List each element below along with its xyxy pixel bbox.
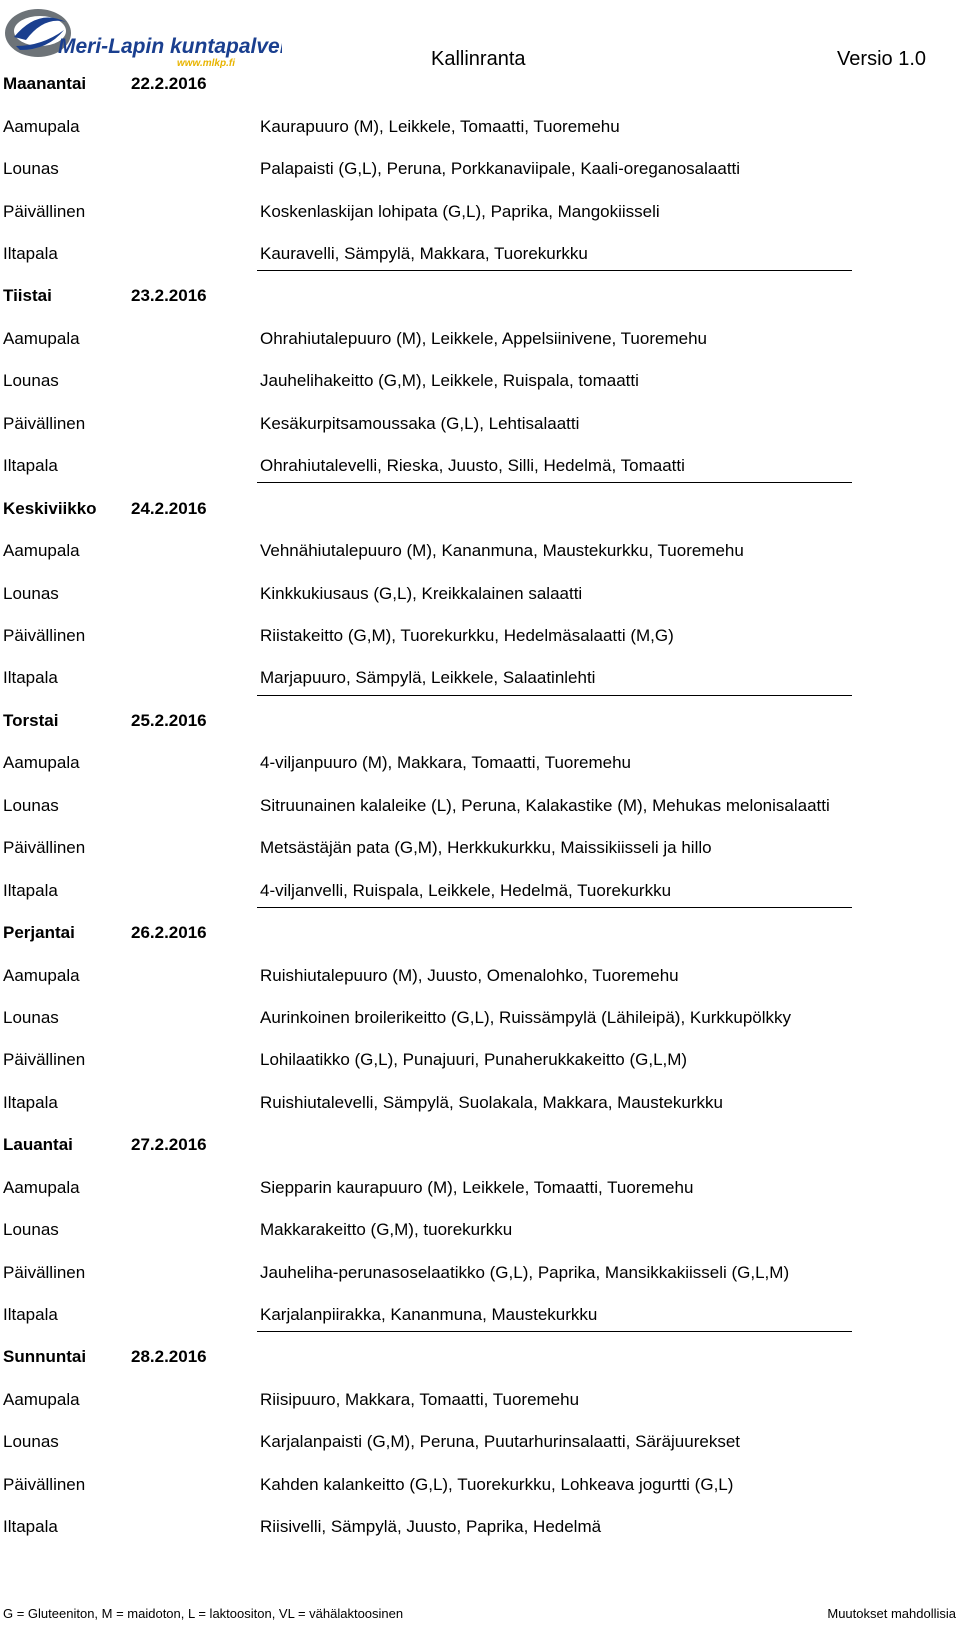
- meal-label: Päivällinen: [3, 202, 86, 221]
- day-date: 27.2.2016: [131, 1135, 207, 1154]
- meal-row: [3, 1050, 903, 1074]
- version-label: Versio 1.0: [837, 48, 926, 70]
- meal-row: [3, 796, 903, 820]
- day-separator: [257, 695, 852, 696]
- meal-label: Iltapala: [3, 1093, 58, 1112]
- meal-label: Päivällinen: [3, 838, 86, 857]
- meal-menu: Riisipuuro, Makkara, Tomaatti, Tuoremehu: [260, 1390, 580, 1409]
- meal-menu: Metsästäjän pata (G,M), Herkkukurkku, Maissikiisseli ja hillo: [260, 838, 712, 857]
- meal-menu: Ruishiutalepuuro (M), Juusto, Omenalohko, Tuoremehu: [260, 966, 679, 985]
- day-separator: [257, 482, 852, 483]
- company-logo: [2, 2, 282, 72]
- meal-label: Aamupala: [3, 1178, 80, 1197]
- meal-row: [3, 244, 903, 268]
- meal-menu: 4-viljanvelli, Ruispala, Leikkele, Hedelmä, Tuorekurkku: [260, 881, 672, 900]
- meal-label: Iltapala: [3, 1305, 58, 1324]
- meal-label: Aamupala: [3, 329, 80, 348]
- day-name: Lauantai: [3, 1135, 73, 1154]
- meal-label: Aamupala: [3, 753, 80, 772]
- meal-label: Lounas: [3, 371, 59, 390]
- day-name: Perjantai: [3, 923, 75, 942]
- meal-row: [3, 1475, 903, 1499]
- meal-label: Aamupala: [3, 1390, 80, 1409]
- meal-row: [3, 1305, 903, 1329]
- meal-row: [3, 626, 903, 650]
- meal-label: Iltapala: [3, 668, 58, 687]
- meal-row: [3, 1263, 903, 1287]
- meal-row: [3, 329, 903, 353]
- meal-row: [3, 414, 903, 438]
- meal-row: [3, 541, 903, 565]
- day-name: Maanantai: [3, 74, 87, 93]
- meal-menu: Karjalanpaisti (G,M), Peruna, Puutarhurinsalaatti, Säräjuurekset: [260, 1432, 741, 1451]
- meal-label: Iltapala: [3, 1517, 58, 1536]
- meal-menu: Kesäkurpitsamoussaka (G,L), Lehtisalaatti: [260, 414, 580, 433]
- meal-label: Aamupala: [3, 966, 80, 985]
- meal-menu: Karjalanpiirakka, Kananmuna, Maustekurkku: [260, 1305, 598, 1324]
- day-date: 23.2.2016: [131, 286, 207, 305]
- meal-menu: Riistakeitto (G,M), Tuorekurkku, Hedelmäsalaatti (M,G): [260, 626, 674, 645]
- meal-row: [3, 881, 903, 905]
- meal-label: Aamupala: [3, 541, 80, 560]
- meal-label: Lounas: [3, 1008, 59, 1027]
- meal-menu: Jauheliha-perunasoselaatikko (G,L), Paprika, Mansikkakiisseli (G,L,M): [260, 1263, 790, 1282]
- meal-row: [3, 371, 903, 395]
- meal-menu: Jauhelihakeitto (G,M), Leikkele, Ruispala, tomaatti: [260, 371, 639, 390]
- location-name: Kallinranta: [431, 48, 526, 70]
- diet-legend: G = Gluteeniton, M = maidoton, L = laktoositon, VL = vähälaktoosinen: [3, 1606, 404, 1621]
- meal-menu: Lohilaatikko (G,L), Punajuuri, Punaherukkakeitto (G,L,M): [260, 1050, 688, 1069]
- meal-row: [3, 117, 903, 141]
- meal-row: [3, 202, 903, 226]
- meal-row: [3, 1220, 903, 1244]
- logo-wordmark: Meri-Lapin kuntapalvelut: [58, 35, 282, 58]
- meal-menu: Kahden kalankeitto (G,L), Tuorekurkku, Lohkeava jogurtti (G,L): [260, 1475, 734, 1494]
- meal-menu: Vehnähiutalepuuro (M), Kananmuna, Maustekurkku, Tuoremehu: [260, 541, 744, 560]
- meal-row: [3, 1432, 903, 1456]
- logo-url: www.mlkp.fi: [177, 58, 235, 69]
- meal-label: Iltapala: [3, 456, 58, 475]
- meal-menu: Marjapuuro, Sämpylä, Leikkele, Salaatinlehti: [260, 668, 596, 687]
- day-separator: [257, 270, 852, 271]
- meal-row: [3, 753, 903, 777]
- meal-label: Päivällinen: [3, 414, 86, 433]
- changes-notice: Muutokset mahdollisia: [827, 1606, 956, 1621]
- meal-row: [3, 159, 903, 183]
- meal-label: Päivällinen: [3, 626, 86, 645]
- day-date: 26.2.2016: [131, 923, 207, 942]
- day-name: Torstai: [3, 711, 59, 730]
- meal-menu: Kinkkukiusaus (G,L), Kreikkalainen salaatti: [260, 584, 583, 603]
- day-separator: [257, 907, 852, 908]
- meal-row: [3, 456, 903, 480]
- meal-label: Päivällinen: [3, 1050, 86, 1069]
- logo-mark: [2, 2, 282, 72]
- meal-label: Lounas: [3, 159, 59, 178]
- meal-menu: Kauravelli, Sämpylä, Makkara, Tuorekurkku: [260, 244, 588, 263]
- day-date: 24.2.2016: [131, 499, 207, 518]
- meal-menu: Palapaisti (G,L), Peruna, Porkkanaviipale, Kaali-oreganosalaatti: [260, 159, 741, 178]
- meal-row: [3, 1093, 903, 1117]
- meal-menu: Makkarakeitto (G,M), tuorekurkku: [260, 1220, 513, 1239]
- meal-menu: Aurinkoinen broilerikeitto (G,L), Ruissämpylä (Lähileipä), Kurkkupölkky: [260, 1008, 792, 1027]
- day-date: 25.2.2016: [131, 711, 207, 730]
- meal-label: Aamupala: [3, 117, 80, 136]
- day-name: Sunnuntai: [3, 1347, 87, 1366]
- meal-row: [3, 668, 903, 692]
- meal-menu: Ohrahiutalepuuro (M), Leikkele, Appelsiinivene, Tuoremehu: [260, 329, 707, 348]
- meal-menu: Siepparin kaurapuuro (M), Leikkele, Tomaatti, Tuoremehu: [260, 1178, 694, 1197]
- meal-menu: Ruishiutalevelli, Sämpylä, Suolakala, Makkara, Maustekurkku: [260, 1093, 723, 1112]
- meal-label: Lounas: [3, 1220, 59, 1239]
- meal-label: Lounas: [3, 584, 59, 603]
- meal-row: [3, 1390, 903, 1414]
- meal-label: Päivällinen: [3, 1263, 86, 1282]
- day-name: Tiistai: [3, 286, 52, 305]
- meal-row: [3, 838, 903, 862]
- meal-row: [3, 1178, 903, 1202]
- meal-label: Iltapala: [3, 881, 58, 900]
- meal-menu: Ohrahiutalevelli, Rieska, Juusto, Silli, Hedelmä, Tomaatti: [260, 456, 685, 475]
- meal-row: [3, 1517, 903, 1541]
- meal-label: Iltapala: [3, 244, 58, 263]
- meal-row: [3, 1008, 903, 1032]
- meal-label: Lounas: [3, 796, 59, 815]
- meal-row: [3, 966, 903, 990]
- meal-menu: Koskenlaskijan lohipata (G,L), Paprika, Mangokiisseli: [260, 202, 660, 221]
- day-name: Keskiviikko: [3, 499, 97, 518]
- meal-menu: Sitruunainen kalaleike (L), Peruna, Kalakastike (M), Mehukas melonisalaatti: [260, 796, 830, 815]
- day-separator: [257, 1331, 852, 1332]
- meal-label: Päivällinen: [3, 1475, 86, 1494]
- meal-row: [3, 584, 903, 608]
- day-date: 22.2.2016: [131, 74, 207, 93]
- meal-menu: 4-viljanpuuro (M), Makkara, Tomaatti, Tuoremehu: [260, 753, 632, 772]
- meal-menu: Riisivelli, Sämpylä, Juusto, Paprika, Hedelmä: [260, 1517, 602, 1536]
- meal-menu: Kaurapuuro (M), Leikkele, Tomaatti, Tuoremehu: [260, 117, 620, 136]
- meal-label: Lounas: [3, 1432, 59, 1451]
- day-date: 28.2.2016: [131, 1347, 207, 1366]
